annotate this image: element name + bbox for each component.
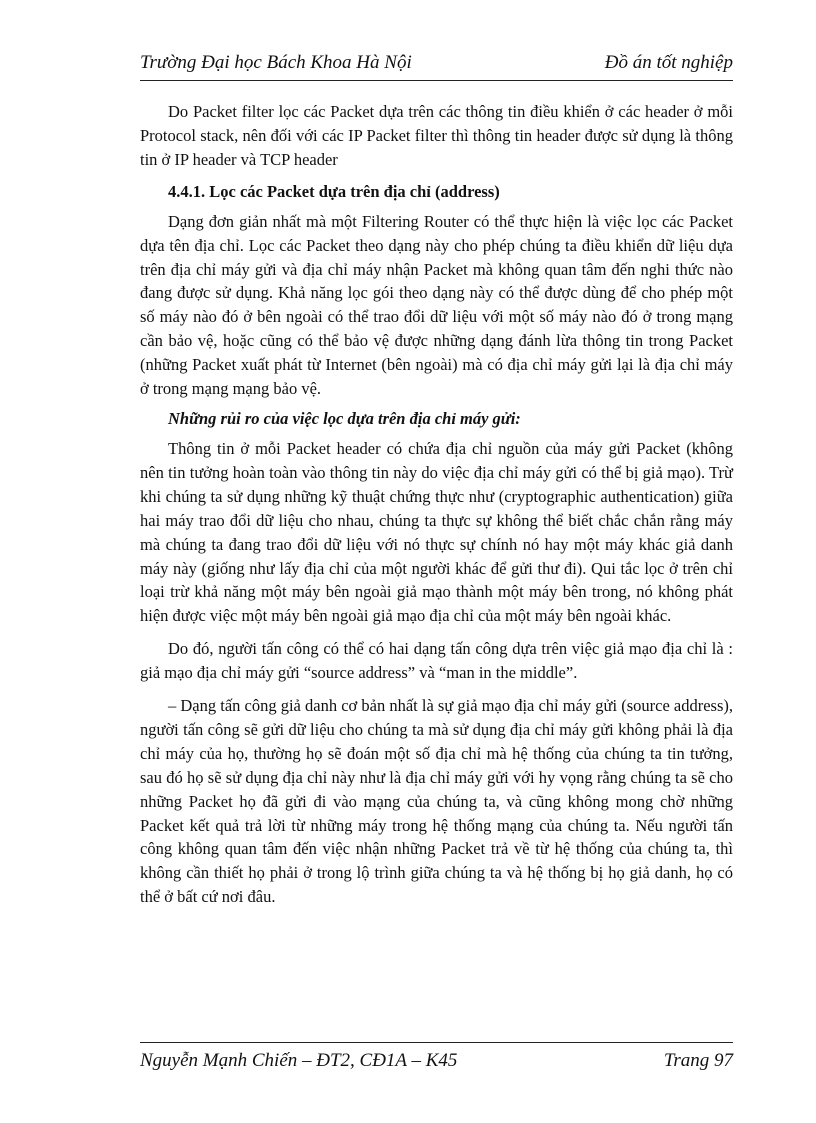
paragraph-address-filtering: Dạng đơn giản nhất mà một Filtering Router có thể thực hiện là việc lọc các Packet dựa tên địa chỉ. Lọc các Packet theo dạng này cho phép chúng ta điều khiển dữ liệu dựa trên địa chỉ máy gửi và địa chỉ máy nhận Packet mà không quan tâm đến nghi thức nào đang được sử dụng. Khả năng lọc gói theo dạng này có thể được dùng để cho phép một số máy nào đó ở bên ngoài có thể trao đổi dữ liệu với một số máy nào đó ở trong mạng cần bảo vệ, hoặc cũng có thể bảo vệ được những dạng đánh lừa thông tin trong Packet (những Packet xuất phát từ Internet (bên ngoài) mà có địa chỉ máy gửi lại là địa chỉ máy ở trong mạng mạng bảo vệ.: [140, 211, 733, 399]
header-rule: [140, 80, 733, 81]
paragraph-risks: Thông tin ở mỗi Packet header có chứa địa chỉ nguồn của máy gửi Packet (không nên tin tưởng hoàn toàn vào thông tin này do việc địa chỉ máy gửi có thể bị giả mạo). Trừ khi chúng ta sử dụng những kỹ thuật chứng thực như (cryptographic authentication) giữa hai máy trao đổi dữ liệu cho nhau, chúng ta thực sự không thể biết chắc chắn rằng máy mà chúng ta đang trao đổi dữ liệu với nó thực sự chính nó hay một máy khác giả danh máy này (giống như lấy địa chỉ của một người khác để gửi thư đi). Qui tắc lọc ở trên chỉ loại trừ khả năng một máy bên ngoài giả mạo thành một máy bên trong, nó không phát hiện được việc một máy bên ngoài giả mạo địa chỉ của một máy bên ngoài khác.: [140, 438, 733, 626]
page-body: [140, 100, 733, 909]
page-number: Trang 97: [663, 1050, 733, 1071]
page-header: [140, 50, 733, 78]
paragraph-intro: Do Packet filter lọc các Packet dựa trên các thông tin điều khiển ở các header ở mỗi Protocol stack, nên đối với các IP Packet filter thì thông tin header được sử dụng là thông tin ở IP header và TCP header: [140, 102, 733, 169]
footer-author: Nguyễn Mạnh Chiến – ĐT2, CĐ1A – K45: [140, 1050, 458, 1071]
page-footer: [140, 1046, 733, 1076]
header-doc-type: Đồ án tốt nghiệp: [604, 52, 733, 73]
subsection-heading: Những rủi ro của việc lọc dựa trên địa chỉ máy gửi:: [168, 408, 521, 428]
footer-rule: [140, 1042, 733, 1043]
section-heading: 4.4.1. Lọc các Packet dựa trên địa chỉ (address): [168, 181, 500, 201]
header-institution: Trường Đại học Bách Khoa Hà Nội: [140, 52, 412, 73]
paragraph-attack-types: Do đó, người tấn công có thể có hai dạng tấn công dựa trên việc giả mạo địa chỉ là : giả mạo địa chỉ máy gửi “source address” và “man in the middle”.: [140, 639, 733, 683]
paragraph-source-spoofing: – Dạng tấn công giả danh cơ bản nhất là sự giả mạo địa chỉ máy gửi (source address), người tấn công sẽ gửi dữ liệu cho chúng ta mà sử dụng địa chỉ máy gửi không phải là địa chỉ máy của họ, thường họ sẽ đoán một số địa chỉ mà hệ thống của chúng ta tin tưởng, sau đó họ sẽ sử dụng địa chỉ này như là địa chỉ máy gửi với hy vọng rằng chúng ta sẽ cho những Packet họ đã gửi đi vào mạng của chúng ta, và cũng không mong chờ những Packet kết quả trả lời từ những máy trong hệ thống mạng của chúng ta. Nếu người tấn công không quan tâm đến việc nhận những Packet trả về từ hệ thống của chúng ta, thì không cần thiết họ phải ở trong lộ trình giữa chúng ta và hệ thống bị họ giả danh, họ có thể ở bất cứ nơi đâu.: [140, 696, 733, 907]
